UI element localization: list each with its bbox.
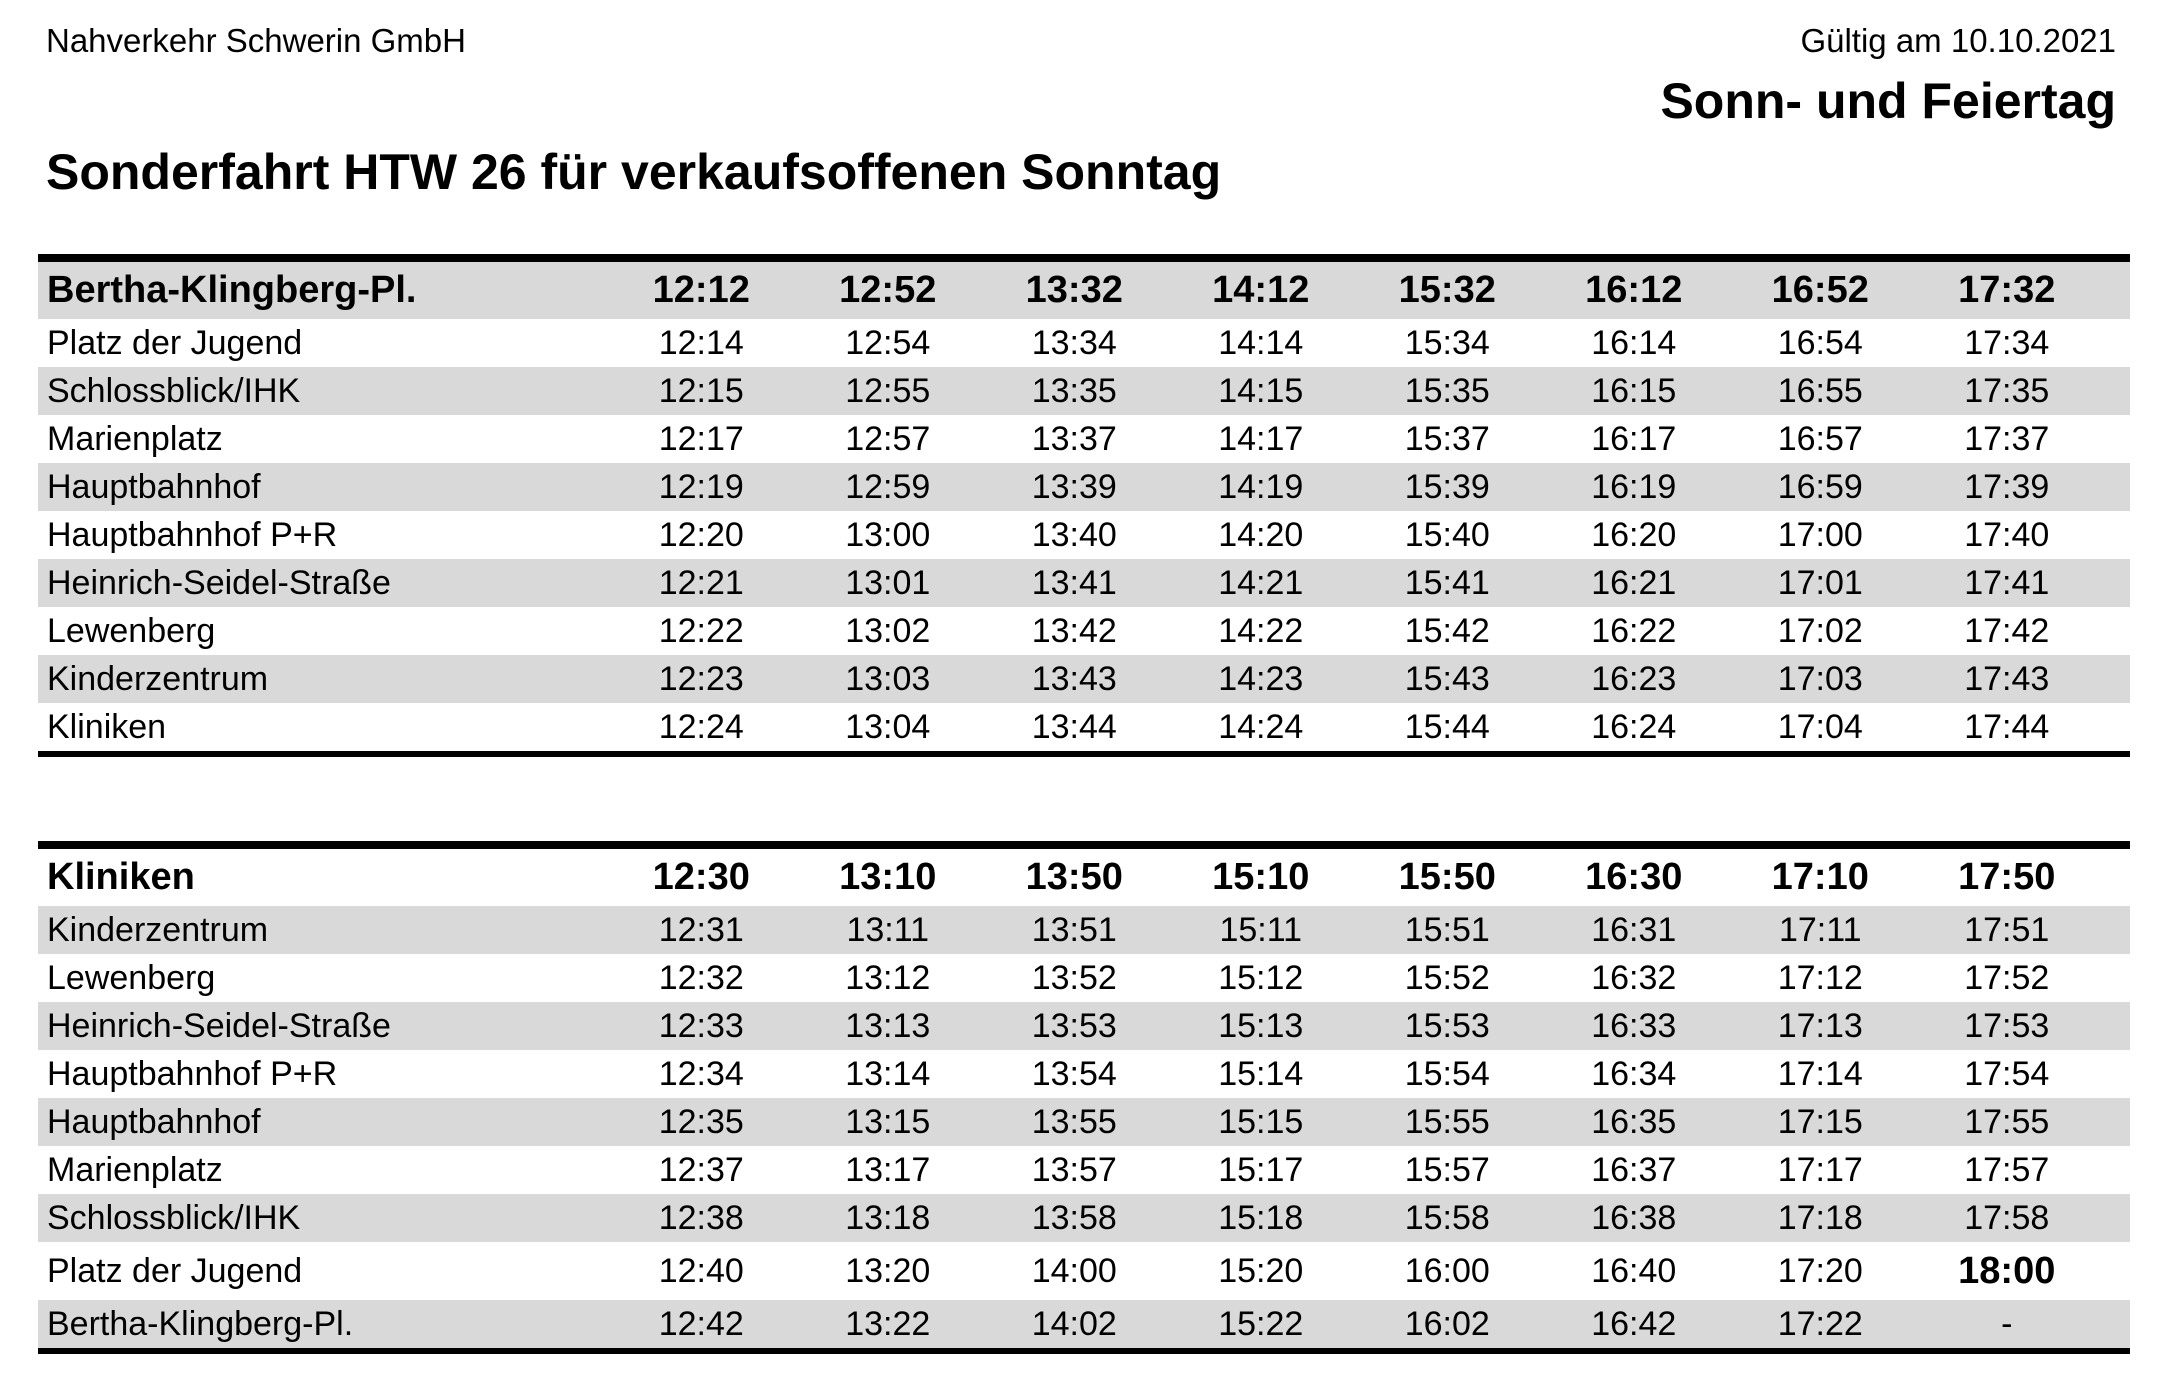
stop-time: 17:13 <box>1777 1006 1863 1045</box>
stop-time: 15:34 <box>1404 323 1490 362</box>
stop-time: 15:55 <box>1404 1102 1490 1141</box>
stop-time: 13:14 <box>845 1054 931 1093</box>
stop-time: 12:37 <box>658 1150 744 1189</box>
stop-time: 17:57 <box>1964 1150 2050 1189</box>
stop-time: 15:54 <box>1404 1054 1490 1093</box>
stop-time: 13:43 <box>1031 659 1117 698</box>
table-row <box>38 954 2130 1002</box>
stop-time: 17:04 <box>1777 707 1863 746</box>
stop-time: 16:23 <box>1591 659 1677 698</box>
departure-time: 15:10 <box>1212 856 1310 898</box>
stop-time: 15:11 <box>1219 910 1303 949</box>
stop-time: 17:18 <box>1777 1198 1863 1237</box>
stop-name: Platz der Jugend <box>47 1251 303 1290</box>
stop-time: 17:34 <box>1964 323 2050 362</box>
departure-time: 16:12 <box>1585 269 1683 311</box>
stop-time: 13:41 <box>1031 563 1117 602</box>
stop-time: 17:12 <box>1777 958 1863 997</box>
stop-time: 15:58 <box>1404 1198 1490 1237</box>
stop-time: 16:02 <box>1404 1304 1490 1343</box>
stop-time: 16:33 <box>1591 1006 1677 1045</box>
departure-time: 17:10 <box>1771 856 1869 898</box>
table-row <box>38 607 2130 655</box>
departure-time: 13:10 <box>839 856 937 898</box>
stop-time: 13:37 <box>1031 419 1117 458</box>
table-header-row <box>38 262 2130 319</box>
stop-time: 13:18 <box>845 1198 931 1237</box>
stop-time: 15:41 <box>1404 563 1490 602</box>
table-top-rule <box>38 841 2130 849</box>
table-row <box>38 1002 2130 1050</box>
table-row <box>38 703 2130 751</box>
table-row <box>38 463 2130 511</box>
stop-time: 15:17 <box>1218 1150 1304 1189</box>
stop-time: 12:55 <box>845 371 931 410</box>
stop-time: 17:43 <box>1964 659 2050 698</box>
stop-time: 13:58 <box>1031 1198 1117 1237</box>
stop-time: 14:00 <box>1031 1251 1117 1290</box>
table-row <box>38 1194 2130 1242</box>
stop-time: 13:03 <box>845 659 931 698</box>
stop-time: 16:40 <box>1591 1251 1677 1290</box>
stop-time: 12:32 <box>658 958 744 997</box>
stop-time: 12:31 <box>658 910 744 949</box>
stop-time: 15:37 <box>1404 419 1490 458</box>
stop-time: 16:14 <box>1591 323 1677 362</box>
timetable-outbound <box>38 254 2130 757</box>
stop-time: 13:22 <box>845 1304 931 1343</box>
stop-time: 12:21 <box>658 563 744 602</box>
table-row <box>38 1242 2130 1300</box>
stop-name: Kinderzentrum <box>47 910 269 949</box>
departure-time: 12:30 <box>652 856 750 898</box>
stop-time: 13:17 <box>845 1150 931 1189</box>
stop-name: Lewenberg <box>47 958 216 997</box>
stop-time: - <box>2001 1304 2013 1343</box>
stop-time: 16:15 <box>1591 371 1677 410</box>
stop-name: Marienplatz <box>47 419 223 458</box>
stop-time: 15:51 <box>1404 910 1490 949</box>
stop-time: 13:02 <box>845 611 931 650</box>
stop-time: 14:23 <box>1218 659 1304 698</box>
stop-time: 16:22 <box>1591 611 1677 650</box>
stop-time: 17:01 <box>1777 563 1863 602</box>
stop-time: 14:17 <box>1218 419 1304 458</box>
stop-time: 14:22 <box>1218 611 1304 650</box>
stop-name: Lewenberg <box>47 611 216 650</box>
stop-time: 13:42 <box>1031 611 1117 650</box>
departure-time: 13:32 <box>1025 269 1123 311</box>
table-bottom-rule <box>38 1348 2130 1354</box>
stop-name: Hauptbahnhof <box>47 467 261 506</box>
stop-time: 17:58 <box>1964 1198 2050 1237</box>
stop-time: 12:35 <box>658 1102 744 1141</box>
stop-time: 15:39 <box>1404 467 1490 506</box>
stop-time: 13:12 <box>845 958 931 997</box>
stop-time: 13:13 <box>845 1006 931 1045</box>
stop-time: 15:57 <box>1404 1150 1490 1189</box>
stop-time: 17:17 <box>1777 1150 1863 1189</box>
departure-time: 17:32 <box>1958 269 2056 311</box>
stop-time: 17:51 <box>1964 910 2050 949</box>
stop-time: 13:44 <box>1031 707 1117 746</box>
stop-time: 15:15 <box>1218 1102 1304 1141</box>
stop-time: 16:42 <box>1591 1304 1677 1343</box>
stop-time: 17:35 <box>1964 371 2050 410</box>
table-row <box>38 1050 2130 1098</box>
stop-time: 12:15 <box>658 371 744 410</box>
stop-time: 15:13 <box>1218 1006 1304 1045</box>
stop-time: 16:35 <box>1591 1102 1677 1141</box>
stop-time: 14:14 <box>1218 323 1304 362</box>
stop-name: Hauptbahnhof P+R <box>47 1054 338 1093</box>
stop-time: 17:52 <box>1964 958 2050 997</box>
table-bottom-rule <box>38 751 2130 757</box>
stop-time: 16:19 <box>1591 467 1677 506</box>
stop-time: 16:31 <box>1591 910 1677 949</box>
table-row <box>38 511 2130 559</box>
stop-time: 17:53 <box>1964 1006 2050 1045</box>
stop-time: 12:40 <box>658 1251 744 1290</box>
stop-time: 17:11 <box>1778 910 1862 949</box>
stop-time: 13:40 <box>1031 515 1117 554</box>
stop-time: 16:17 <box>1591 419 1677 458</box>
stop-time: 14:24 <box>1218 707 1304 746</box>
stop-time: 16:37 <box>1591 1150 1677 1189</box>
stop-time: 17:00 <box>1777 515 1863 554</box>
departure-time: 16:30 <box>1585 856 1683 898</box>
departure-time: 16:52 <box>1771 269 1869 311</box>
stop-time: 15:44 <box>1404 707 1490 746</box>
stop-name: Marienplatz <box>47 1150 223 1189</box>
table-header-row <box>38 849 2130 906</box>
stop-time: 13:01 <box>845 563 931 602</box>
stop-time: 14:21 <box>1218 563 1304 602</box>
stop-time: 17:15 <box>1777 1102 1863 1141</box>
stop-time: 17:44 <box>1964 707 2050 746</box>
stop-time: 15:52 <box>1404 958 1490 997</box>
stop-name: Schlossblick/IHK <box>47 1198 301 1237</box>
validity-date: Gültig am 10.10.2021 <box>1800 22 2116 59</box>
stop-name: Hauptbahnhof <box>47 1102 261 1141</box>
stop-time: 15:42 <box>1404 611 1490 650</box>
stop-time: 15:22 <box>1218 1304 1304 1343</box>
stop-time: 13:11 <box>846 910 930 949</box>
page-title: Sonderfahrt HTW 26 für verkaufsoffenen Sonntag <box>46 144 1222 200</box>
stop-time: 14:20 <box>1218 515 1304 554</box>
start-stop: Kliniken <box>47 856 195 898</box>
stop-time: 15:20 <box>1218 1251 1304 1290</box>
stop-time: 16:32 <box>1591 958 1677 997</box>
table-top-rule <box>38 254 2130 262</box>
stop-time: 17:37 <box>1964 419 2050 458</box>
stop-time: 18:00 <box>1958 1249 2056 1292</box>
start-stop: Bertha-Klingberg-Pl. <box>47 269 417 311</box>
stop-time: 13:35 <box>1031 371 1117 410</box>
stop-name: Platz der Jugend <box>47 323 303 362</box>
stop-time: 15:35 <box>1404 371 1490 410</box>
stop-time: 13:20 <box>845 1251 931 1290</box>
stop-time: 16:00 <box>1404 1251 1490 1290</box>
stop-time: 17:42 <box>1964 611 2050 650</box>
table-row <box>38 1146 2130 1194</box>
stop-name: Kliniken <box>47 707 167 746</box>
departure-time: 15:50 <box>1398 856 1496 898</box>
stop-time: 12:14 <box>658 323 744 362</box>
departure-time: 12:52 <box>839 269 937 311</box>
table-row <box>38 415 2130 463</box>
table-row <box>38 367 2130 415</box>
stop-time: 15:43 <box>1404 659 1490 698</box>
stop-name: Heinrich-Seidel-Straße <box>47 1006 391 1045</box>
stop-time: 12:38 <box>658 1198 744 1237</box>
stop-time: 13:34 <box>1031 323 1117 362</box>
stop-time: 14:19 <box>1218 467 1304 506</box>
stop-time: 12:17 <box>658 419 744 458</box>
stop-time: 12:24 <box>658 707 744 746</box>
stop-time: 15:12 <box>1218 958 1304 997</box>
stop-time: 15:53 <box>1404 1006 1490 1045</box>
stop-time: 12:54 <box>845 323 931 362</box>
stop-time: 16:59 <box>1777 467 1863 506</box>
stop-time: 12:23 <box>658 659 744 698</box>
stop-time: 16:24 <box>1591 707 1677 746</box>
stop-time: 12:59 <box>845 467 931 506</box>
timetable-return <box>38 841 2130 1354</box>
stop-time: 17:54 <box>1964 1054 2050 1093</box>
stop-time: 13:52 <box>1031 958 1117 997</box>
stop-time: 17:39 <box>1964 467 2050 506</box>
stop-time: 12:20 <box>658 515 744 554</box>
stop-time: 12:57 <box>845 419 931 458</box>
stop-time: 16:20 <box>1591 515 1677 554</box>
stop-name: Schlossblick/IHK <box>47 371 301 410</box>
stop-time: 17:03 <box>1777 659 1863 698</box>
day-type: Sonn- und Feiertag <box>1660 73 2116 129</box>
stop-time: 17:40 <box>1964 515 2050 554</box>
stop-time: 17:20 <box>1777 1251 1863 1290</box>
stop-time: 12:19 <box>658 467 744 506</box>
stop-time: 13:53 <box>1031 1006 1117 1045</box>
company-name: Nahverkehr Schwerin GmbH <box>46 22 466 59</box>
stop-time: 16:38 <box>1591 1198 1677 1237</box>
stop-time: 15:14 <box>1218 1054 1304 1093</box>
stop-time: 17:02 <box>1777 611 1863 650</box>
stop-time: 16:54 <box>1777 323 1863 362</box>
stop-time: 16:21 <box>1591 563 1677 602</box>
departure-time: 15:32 <box>1398 269 1496 311</box>
stop-time: 15:18 <box>1218 1198 1304 1237</box>
stop-time: 13:15 <box>845 1102 931 1141</box>
table-row <box>38 1098 2130 1146</box>
table-row <box>38 655 2130 703</box>
stop-time: 16:55 <box>1777 371 1863 410</box>
stop-time: 13:57 <box>1031 1150 1117 1189</box>
stop-time: 14:02 <box>1031 1304 1117 1343</box>
departure-time: 17:50 <box>1958 856 2056 898</box>
stop-name: Hauptbahnhof P+R <box>47 515 338 554</box>
stop-time: 12:34 <box>658 1054 744 1093</box>
stop-time: 17:14 <box>1777 1054 1863 1093</box>
departure-time: 14:12 <box>1212 269 1310 311</box>
stop-time: 16:34 <box>1591 1054 1677 1093</box>
stop-name: Kinderzentrum <box>47 659 269 698</box>
table-row <box>38 1300 2130 1348</box>
stop-time: 13:00 <box>845 515 931 554</box>
stop-time: 14:15 <box>1218 371 1304 410</box>
stop-time: 17:41 <box>1964 563 2050 602</box>
stop-time: 15:40 <box>1404 515 1490 554</box>
table-row <box>38 319 2130 367</box>
stop-time: 13:39 <box>1031 467 1117 506</box>
stop-time: 17:22 <box>1777 1304 1863 1343</box>
stop-time: 12:33 <box>658 1006 744 1045</box>
stop-time: 16:57 <box>1777 419 1863 458</box>
stop-time: 12:42 <box>658 1304 744 1343</box>
stop-time: 12:22 <box>658 611 744 650</box>
stop-time: 13:04 <box>845 707 931 746</box>
stop-time: 13:51 <box>1031 910 1117 949</box>
departure-time: 13:50 <box>1025 856 1123 898</box>
stop-time: 13:54 <box>1031 1054 1117 1093</box>
table-row <box>38 559 2130 607</box>
table-row <box>38 906 2130 954</box>
stop-time: 17:55 <box>1964 1102 2050 1141</box>
stop-name: Heinrich-Seidel-Straße <box>47 563 391 602</box>
departure-time: 12:12 <box>652 269 750 311</box>
stop-time: 13:55 <box>1031 1102 1117 1141</box>
stop-name: Bertha-Klingberg-Pl. <box>47 1304 354 1343</box>
